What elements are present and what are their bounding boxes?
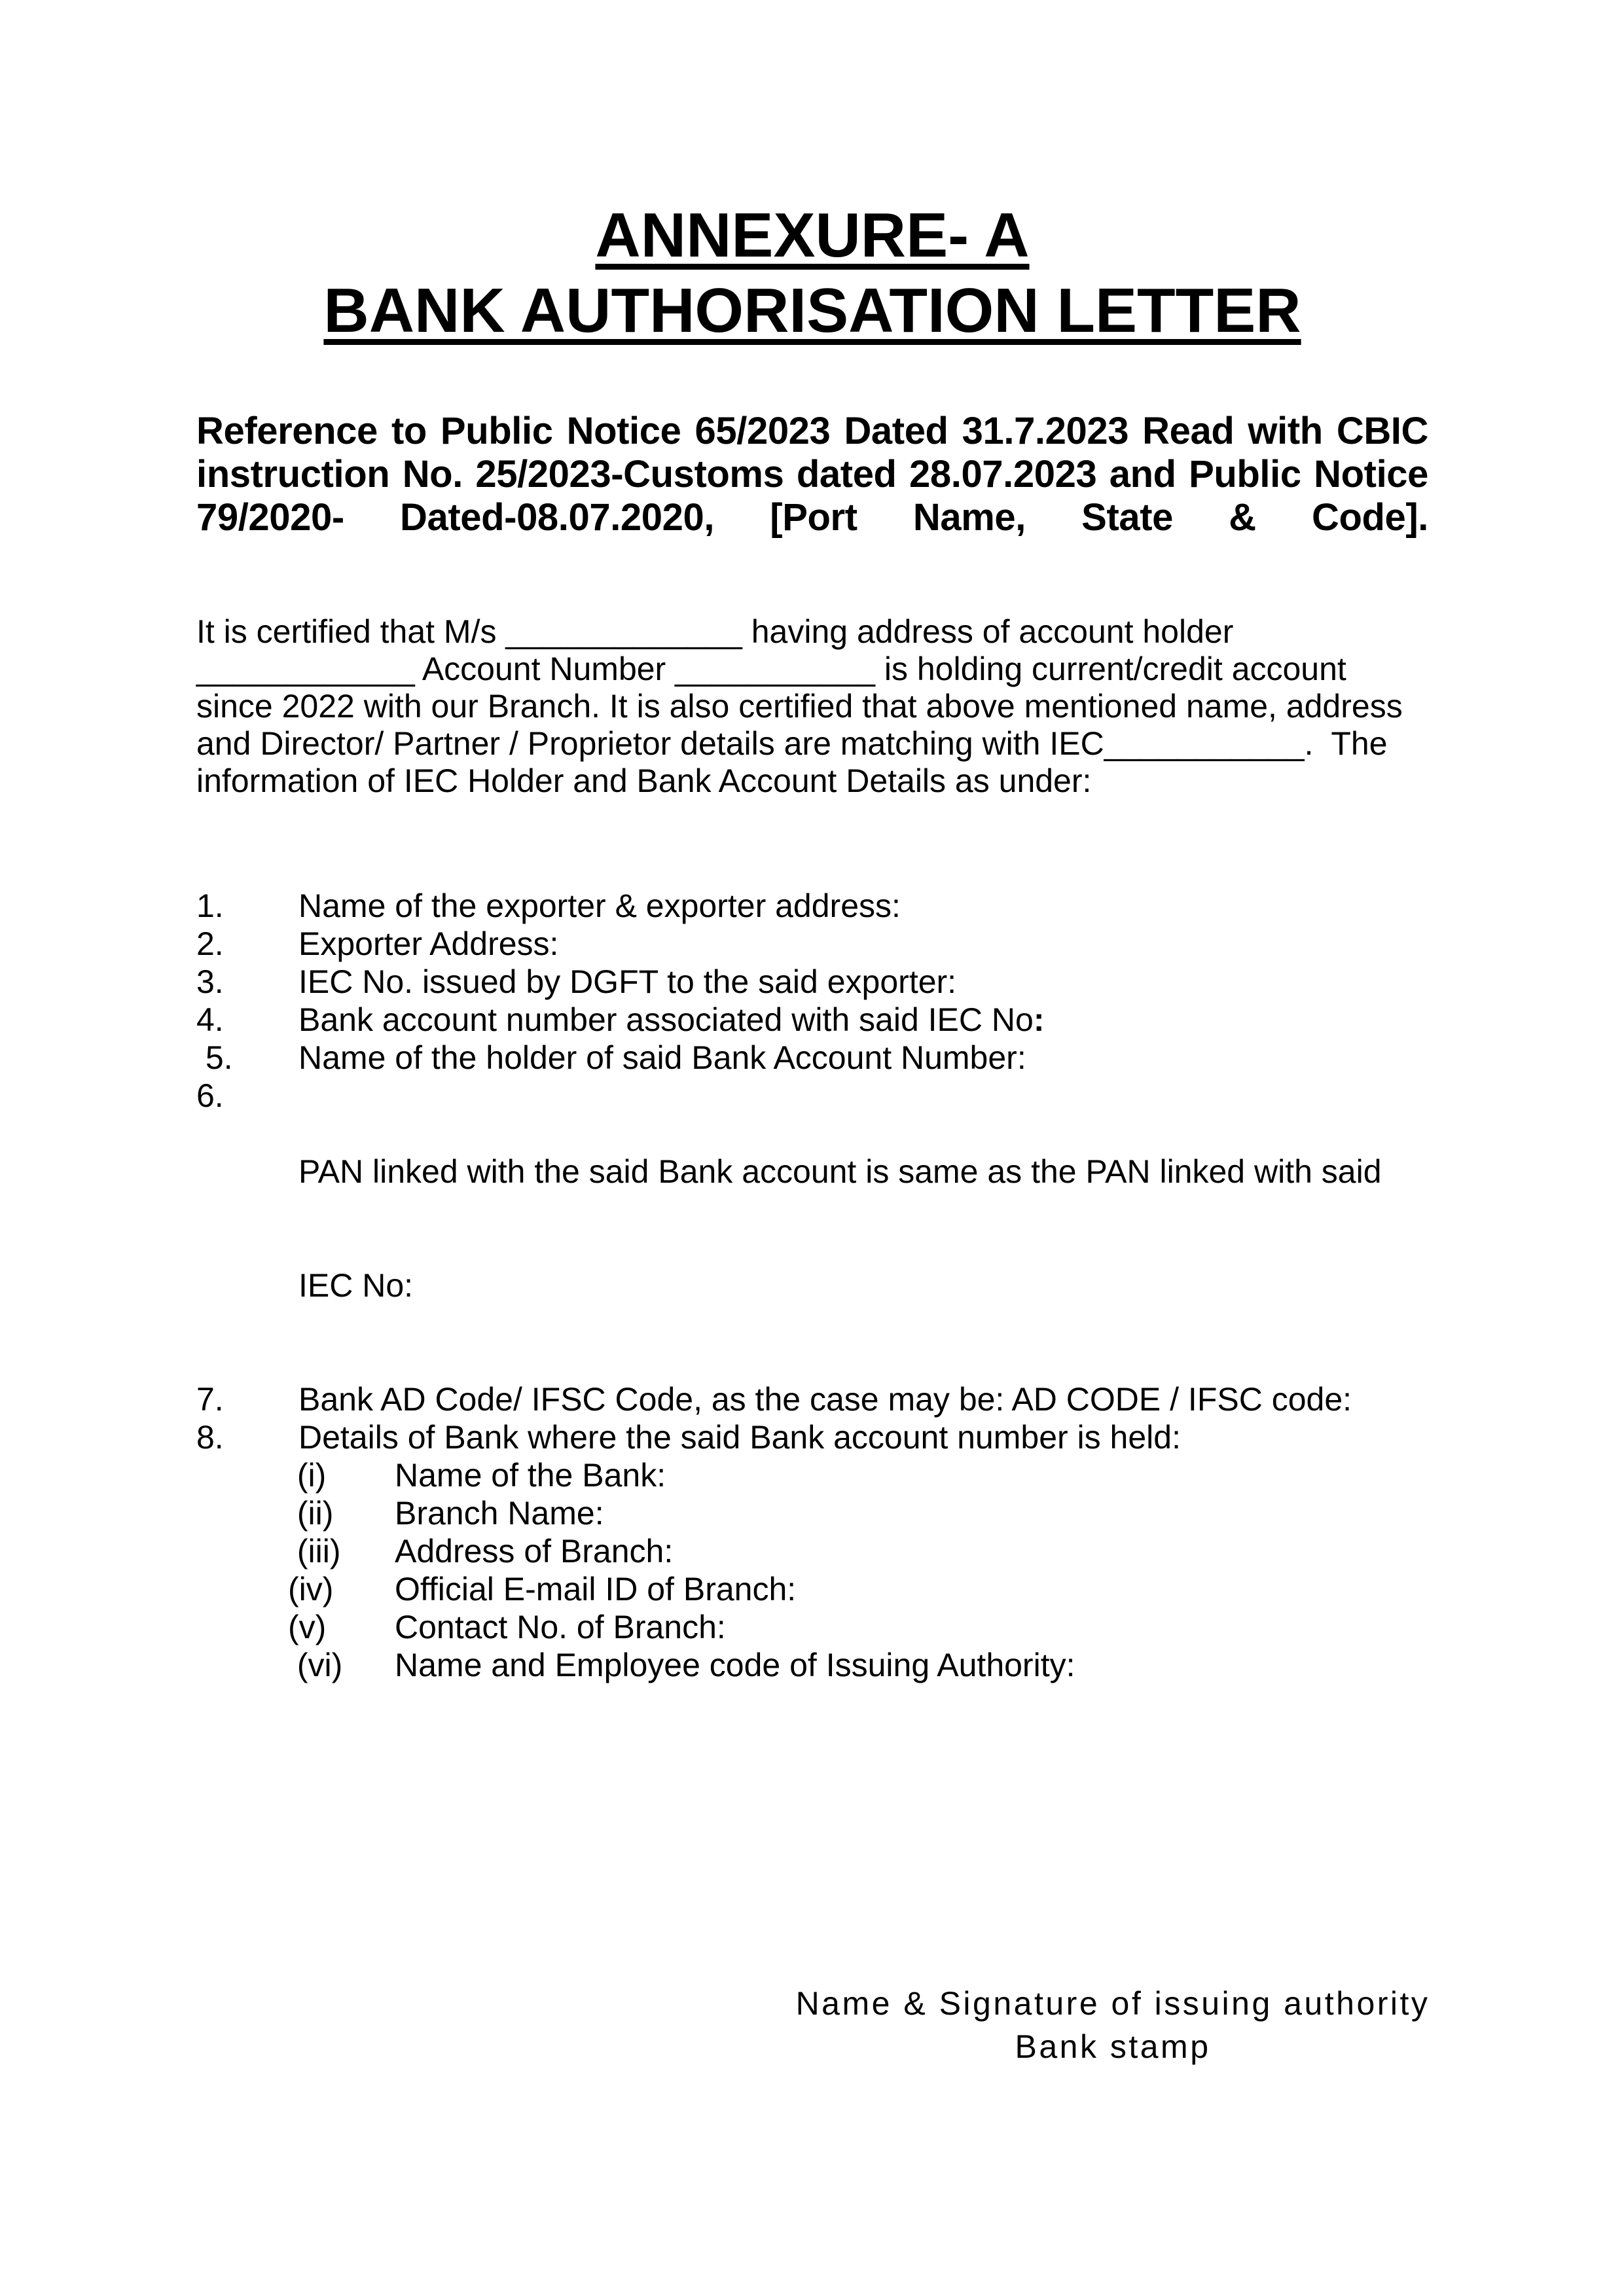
list-item-number: 6.	[196, 1077, 224, 1114]
sub-item-text: Official E-mail ID of Branch:	[395, 1571, 797, 1607]
list-item-8	[196, 1418, 1428, 1456]
list-item-1	[196, 887, 1428, 925]
sub-item-text: Contact No. of Branch:	[395, 1609, 726, 1645]
reference-line: instruction No. 25/2023-Customs dated 28.07.2023 and Public Notice	[196, 453, 1428, 495]
list-item-text	[298, 1077, 1382, 1380]
bank-stamp-line: Bank stamp	[1015, 2028, 1211, 2065]
list-item-4	[196, 1001, 1428, 1039]
list-item-text: Exporter Address:	[298, 925, 559, 962]
reference-paragraph	[196, 410, 1428, 539]
certification-line: since 2022 with our Branch. It is also certified that above mentioned name, address	[196, 688, 1403, 725]
reference-line: Reference to Public Notice 65/2023 Dated 31.7.2023 Read with CBIC	[196, 410, 1428, 452]
sub-item-numeral: (ii)	[288, 1495, 334, 1532]
page-title	[196, 198, 1428, 348]
list-item-text-main: Bank account number associated with said IEC No	[298, 1001, 1034, 1038]
certification-line: and Director/ Partner / Proprietor details are matching with IEC___________. The	[196, 725, 1388, 762]
sub-item-text: Branch Name:	[395, 1495, 604, 1532]
certification-line: information of IEC Holder and Bank Account Details as under:	[196, 762, 1092, 799]
title-letter-text: BANK AUTHORISATION LETTER	[323, 276, 1301, 346]
list-item-text-line1: PAN linked with the said Bank account is same as the PAN linked with said	[298, 1153, 1382, 1190]
sub-item-numeral: (v)	[288, 1609, 327, 1645]
sub-item-text: Name of the Bank:	[395, 1457, 666, 1494]
list-item-text: Name of the exporter & exporter address:	[298, 888, 901, 924]
sub-item-vi	[288, 1646, 1428, 1684]
sub-item-iii	[288, 1532, 1428, 1570]
list-item-7	[196, 1380, 1428, 1418]
details-list	[196, 887, 1428, 1684]
sub-item-ii	[288, 1494, 1428, 1532]
signature-authority-line: Name & Signature of issuing authority	[795, 1985, 1430, 2022]
list-item-number: 4.	[196, 1001, 224, 1038]
certification-line: ____________ Account Number ___________ is holding current/credit account	[196, 651, 1346, 687]
list-item-3	[196, 963, 1428, 1001]
sub-item-v	[288, 1608, 1428, 1646]
certification-line: It is certified that M/s _____________ having address of account holder	[196, 613, 1234, 650]
list-item-number: 2.	[196, 925, 224, 962]
title-line-letter	[196, 273, 1428, 348]
list-item-2	[196, 925, 1428, 963]
list-item-text: Bank AD Code/ IFSC Code, as the case may be: AD CODE / IFSC code:	[298, 1381, 1352, 1418]
list-item-number: 7.	[196, 1381, 224, 1418]
list-item-number: 8.	[196, 1419, 224, 1456]
reference-line: 79/2020- Dated-08.07.2020, [Port Name, State & Code].	[196, 496, 1428, 539]
sub-item-iv	[288, 1570, 1428, 1608]
sub-item-numeral: (i)	[288, 1457, 327, 1494]
sub-item-numeral: (vi)	[288, 1647, 343, 1683]
sub-item-text: Name and Employee code of Issuing Authority:	[395, 1647, 1075, 1683]
list-item-text: Name of the holder of said Bank Account Number:	[298, 1039, 1026, 1076]
title-line-annexure	[196, 198, 1428, 273]
title-annexure-text: ANNEXURE- A	[595, 200, 1030, 270]
signature-block	[789, 1982, 1437, 2068]
list-item-number: 1.	[196, 888, 224, 924]
list-item-number: 3.	[196, 963, 224, 1000]
list-item-text-line2: IEC No:	[298, 1267, 414, 1304]
certification-paragraph	[196, 613, 1428, 800]
list-item-bold-colon: :	[1033, 1001, 1045, 1038]
list-item-number: 5.	[196, 1039, 233, 1076]
sub-item-text: Address of Branch:	[395, 1533, 674, 1570]
list-item-text: IEC No. issued by DGFT to the said exporter:	[298, 963, 957, 1000]
list-item-text	[298, 1001, 1044, 1039]
list-item-6	[196, 1077, 1428, 1380]
sub-item-i	[288, 1456, 1428, 1494]
list-item-5	[196, 1039, 1428, 1077]
sub-item-numeral: (iv)	[288, 1571, 334, 1607]
sub-item-numeral: (iii)	[288, 1533, 341, 1570]
list-item-text: Details of Bank where the said Bank account number is held:	[298, 1419, 1181, 1456]
